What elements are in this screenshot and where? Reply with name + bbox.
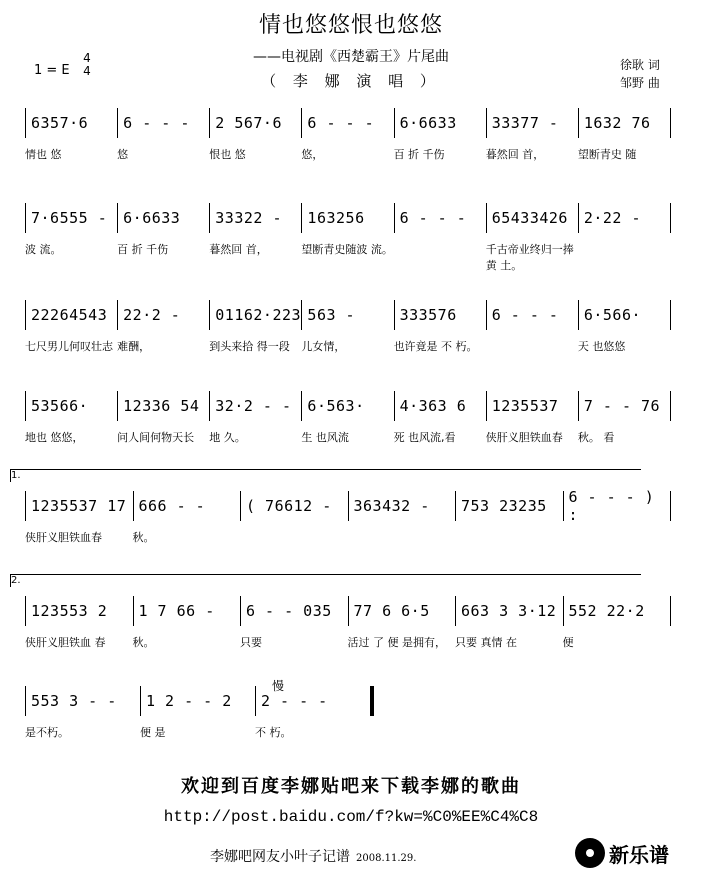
- lyrics-row: [25, 338, 670, 354]
- notes-row: [25, 600, 670, 622]
- lyric: 秋。 看: [577, 431, 615, 444]
- measure: 01162·223: [215, 306, 302, 324]
- lyric: 暮然回 首，: [209, 243, 268, 256]
- notes-row: [25, 395, 670, 417]
- lyric: 活过 了 便 是拥有，: [347, 636, 446, 649]
- singer-credit: （ 李 娜 演 唱 ）: [261, 72, 441, 90]
- logo-text: 新乐谱: [609, 842, 669, 867]
- bar-line: [670, 203, 671, 233]
- measure: 7·6555 -: [31, 209, 108, 227]
- slow-marking: 慢: [272, 679, 285, 693]
- song-title: 情也悠悠恨也悠悠: [258, 13, 443, 38]
- transcriber-credit: [210, 846, 416, 866]
- measure: 77 6 6·5: [353, 602, 430, 620]
- transcription-date: 2008.11.29.: [356, 853, 417, 864]
- lyric: 悠，: [301, 148, 324, 161]
- lyric: 望断青史随波 流。: [301, 243, 393, 256]
- lyrics-row: [25, 146, 670, 162]
- lyric: [240, 529, 348, 545]
- measure: 6 - - -: [307, 114, 375, 132]
- lyric: 悠: [117, 148, 129, 161]
- lyric: 不 朽。: [255, 726, 292, 739]
- disc-icon: [575, 838, 605, 868]
- measure: 1 7 66 -: [138, 602, 215, 620]
- measure: 663 3 3·12: [461, 602, 557, 620]
- measure: 6 - - - ) :: [568, 488, 655, 524]
- final-barline: [370, 686, 374, 716]
- lyric: 情也 悠: [25, 148, 62, 161]
- lyric: [563, 529, 671, 545]
- measure: 123553 2: [31, 602, 108, 620]
- measure: 65433426: [491, 209, 568, 227]
- measure: 6357·6: [31, 114, 89, 132]
- measure: 6·566·: [583, 306, 642, 324]
- bar-line: [670, 596, 671, 626]
- bar-line: [670, 300, 671, 330]
- lyric: 波 流。: [25, 243, 62, 256]
- lyric: [455, 529, 563, 545]
- measure: 33322 -: [215, 209, 282, 227]
- measure: 1235537 17: [31, 497, 127, 515]
- measure: 2·22 -: [583, 209, 642, 227]
- measure: 333576: [399, 306, 457, 324]
- measure: 33377 -: [491, 114, 559, 132]
- lyric: 是不朽。: [25, 726, 69, 739]
- measure: 666 - -: [138, 497, 206, 515]
- time-top: 4: [83, 51, 91, 65]
- measure: 563 -: [307, 306, 356, 324]
- lyric: 只要 真情 在: [455, 636, 517, 649]
- lyric: [394, 241, 486, 273]
- lyric: 也许竟是 不 朽。: [393, 340, 478, 353]
- lyric: 问人间何物天长: [117, 431, 195, 444]
- lyric: [486, 338, 578, 354]
- lyrics-row: [25, 429, 670, 445]
- measure: 7 - - 76: [583, 397, 661, 415]
- measure: 53566·: [31, 397, 89, 415]
- lyrics-row: [25, 241, 670, 273]
- bar-line: [670, 108, 671, 138]
- lyricist-credit: 徐耿 词: [620, 58, 660, 72]
- measure: 22·2 -: [123, 306, 181, 324]
- measure: 6·6633: [123, 209, 181, 227]
- measure: 22264543: [31, 306, 108, 324]
- notes-row: [25, 207, 670, 229]
- lyric: 难酬，: [117, 340, 151, 353]
- lyrics-row: [25, 724, 370, 740]
- lyric: 百 折 千伤: [393, 148, 445, 161]
- lyric: 七尺男儿何叹壮志: [25, 340, 113, 353]
- measure: 6 - - -: [491, 306, 559, 324]
- measure: 753 23235: [461, 497, 547, 515]
- first-ending: 1.: [10, 469, 641, 482]
- measure: 2 - - -: [261, 692, 328, 710]
- measure: 6·563·: [307, 397, 365, 415]
- lyric: 地也 悠悠，: [25, 431, 84, 444]
- lyric: [348, 529, 456, 545]
- lyric: 秋。: [132, 531, 155, 544]
- bar-line: [670, 391, 671, 421]
- measure: 1235537: [491, 397, 559, 415]
- transcriber-text: 李娜吧网友小叶子记谱: [210, 849, 350, 865]
- lyrics-row: [25, 634, 670, 650]
- notes-row: [25, 488, 670, 524]
- lyric: 暮然回 首，: [485, 148, 545, 161]
- lyric: 百 折 千伤: [117, 243, 169, 256]
- time-bottom: 4: [83, 64, 91, 78]
- lyric: 望断青史 随: [577, 148, 637, 161]
- notes-row: [25, 690, 370, 712]
- measure: 1632 76: [583, 114, 651, 132]
- measure: 2 567·6: [215, 114, 282, 132]
- key-signature: 1 = E: [34, 63, 70, 78]
- lyric: 儿女情，: [301, 340, 346, 353]
- measure: 4·363 6: [399, 397, 467, 415]
- lyric: [578, 241, 670, 273]
- notes-row: [25, 112, 670, 134]
- footer-url[interactable]: http://post.baidu.com/f?kw=%C0%EE%C4%C8: [163, 808, 539, 826]
- lyric: 只要: [240, 636, 262, 649]
- lyric: 天 也悠悠: [577, 340, 626, 353]
- time-signature: [80, 52, 94, 78]
- measure: 552 22·2: [568, 602, 645, 620]
- second-ending: 2.: [10, 574, 641, 587]
- lyric: 到头来拾 得一段: [209, 340, 290, 353]
- lyrics-row: [25, 529, 670, 545]
- lyric: 侠肝义胆铁血春: [25, 531, 102, 544]
- measure: 363432 -: [353, 497, 430, 515]
- lyric: 秋。: [132, 636, 155, 649]
- lyric: 生 也风流: [301, 431, 349, 444]
- measure: 12336 54: [123, 397, 200, 415]
- measure: 6 - - -: [123, 114, 190, 132]
- composer-credit: 邹野 曲: [620, 76, 660, 90]
- bar-line: [670, 491, 671, 521]
- lyric: 便: [562, 636, 574, 649]
- lyric: 恨也 悠: [209, 148, 246, 161]
- measure: 6 - - -: [399, 209, 467, 227]
- lyric: 侠肝义胆铁血春: [485, 431, 563, 444]
- measure: 553 3 - -: [31, 692, 117, 710]
- measure: 6 - - 035: [246, 602, 332, 620]
- lyric: 地 久。: [209, 431, 246, 444]
- lyric: 侠肝义胆铁血 春: [25, 636, 106, 649]
- measure: 163256: [307, 209, 365, 227]
- notes-row: [25, 304, 670, 326]
- lyric: 死 也风流,看: [393, 431, 456, 444]
- measure: 1 2 - - 2: [146, 692, 232, 710]
- lyric: 便 是: [140, 726, 166, 739]
- site-logo: [575, 838, 669, 868]
- song-subtitle: ——电视剧《西楚霸王》片尾曲: [253, 49, 449, 65]
- measure: 6·6633: [399, 114, 457, 132]
- footer-promo: 欢迎到百度李娜贴吧来下载李娜的歌曲: [181, 776, 521, 797]
- measure: ( 76612 -: [246, 497, 332, 515]
- measure: 32·2 - -: [215, 397, 292, 415]
- lyric: 千古帝业终归一捧 黄 土。: [485, 243, 574, 272]
